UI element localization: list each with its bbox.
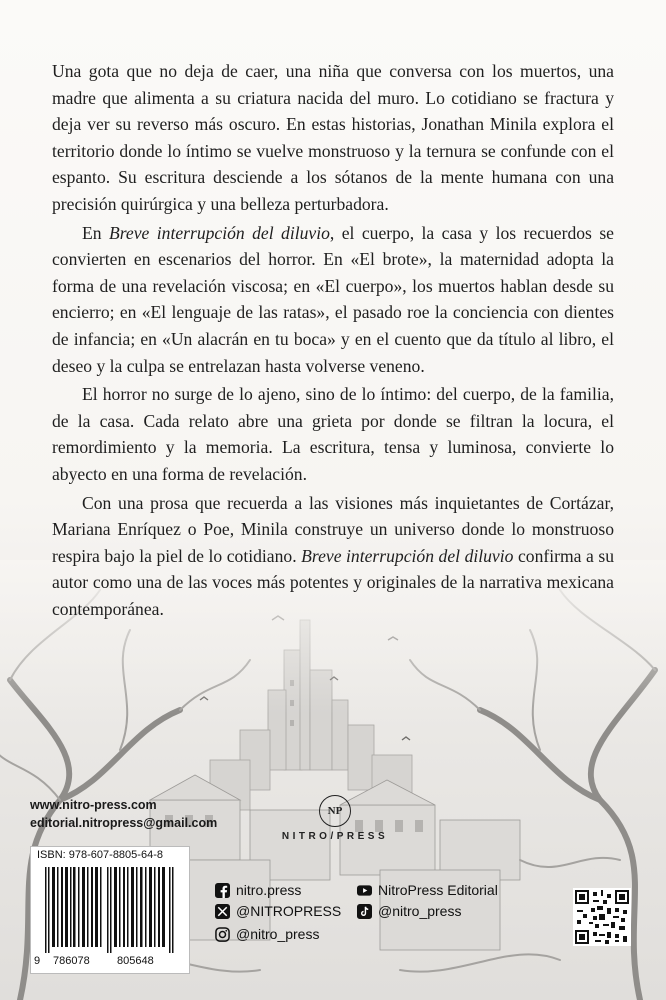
- tiktok-icon: [357, 904, 372, 919]
- paragraph-4-body: confirma a su autor como una de las voces más potentes y originales de la narrativa mexicana contemporánea.: [52, 545, 614, 619]
- social-youtube[interactable]: [357, 880, 498, 900]
- facebook-icon: [215, 883, 230, 898]
- social-instagram[interactable]: [215, 924, 319, 944]
- email-link[interactable]: editorial.nitropress@gmail.com: [30, 816, 218, 830]
- tiktok-handle: @nitro_press: [378, 903, 462, 919]
- paragraph-2-body: , el cuerpo, la casa y los recuerdos se convierten en escenarios del horror. En «El brote», la maternidad adopta la forma de una revelación viscosa; en «El cuerpo», los muertos hablan desde su encierro; en «El lenguaje de las ratas», el pasado roe la conciencia con dientes de infancia; en «Un alacrán en tu boca» y en el cuento que da título al libro, el deseo y la culpa se entrelazan hasta volverse veneno.: [52, 222, 614, 376]
- isbn-digits-right: 805648: [117, 955, 154, 967]
- isbn-label: ISBN: 978-607-8805-64-8: [37, 849, 163, 861]
- instagram-icon: [215, 927, 230, 942]
- facebook-handle: nitro.press: [236, 882, 302, 898]
- book-title: Breve interrupción del diluvio: [108, 222, 330, 243]
- social-x[interactable]: [215, 901, 341, 921]
- book-title: Breve interrupción del diluvio: [301, 545, 514, 566]
- isbn-digits-left: 786078: [53, 955, 90, 967]
- website-link[interactable]: www.nitro-press.com: [30, 798, 157, 812]
- paragraph-3: El horror no surge de lo ajeno, sino de lo íntimo: del cuerpo, de la familia, de la casa. Cada relato abre una grieta por donde se filtran la locura, el remordimiento y la memoria. La escritura, tensa y luminosa, convierte lo abyecto en una forma de revelación.: [52, 384, 614, 484]
- publisher-contact: [30, 796, 217, 832]
- barcode-icon: [39, 867, 181, 953]
- paragraph-2: [52, 220, 614, 380]
- publisher-logo: [281, 795, 389, 842]
- social-facebook[interactable]: [215, 880, 301, 900]
- qr-code-icon: [575, 890, 629, 944]
- publisher-name: NITRO/PRESS: [281, 831, 389, 842]
- logo-mark: NP: [319, 795, 351, 827]
- paragraph-1: Una gota que no deja de caer, una niña que conversa con los muertos, una madre que alimenta a su criatura nacida del muro. Lo cotidiano se fractura y deja ver su reverso más oscuro. En estas historias, Jonathan Minila explora el territorio donde lo íntimo se vuelve monstruoso y la ternura se confunde con el espanto. Su escritura desciende a los sótanos de la mente humana con una precisión quirúrgica y una belleza perturbadora.: [52, 61, 614, 214]
- social-tiktok[interactable]: [357, 901, 461, 921]
- paragraph-2-lead: En: [82, 222, 109, 243]
- isbn-digit-first: 9: [34, 955, 41, 967]
- x-handle: @NITROPRESS: [236, 903, 342, 919]
- instagram-handle: @nitro_press: [236, 926, 320, 942]
- paragraph-4-lead: Con una prosa que recuerda a las visiones más inquietantes de Cortázar, Mariana Enríquez o Poe, Minila construye un universo donde lo monstruoso respira bajo la piel de lo cotidiano.: [52, 492, 614, 566]
- qr-code[interactable]: [573, 888, 631, 946]
- x-logo-icon: [215, 904, 230, 919]
- youtube-channel: NitroPress Editorial: [378, 882, 498, 898]
- synopsis-text: [52, 58, 614, 624]
- isbn-barcode-box: [30, 846, 190, 974]
- paragraph-4: [52, 490, 614, 623]
- youtube-icon: [357, 883, 372, 898]
